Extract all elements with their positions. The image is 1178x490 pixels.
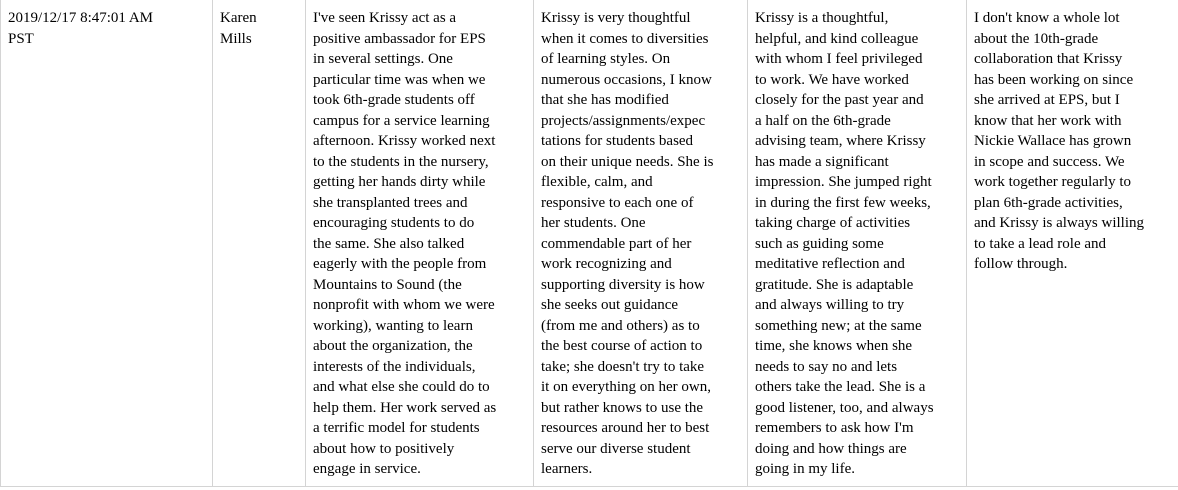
response-cell-colleague[interactable]: Krissy is a thoughtful, helpful, and kind colleague with whom I feel privileged to work. We have worked closely for the past year and a half on the 6th-grade advising team, where Krissy has made a significant impression. She jumped right in during the first few weeks, taking charge of activities such as guiding some meditative reflection and gratitude. She is adaptable and always willing to try something new; at the same time, she knows when she needs to say no and lets others take the lead. She is a good listener, too, and always remembers to ask how I'm doing and how things are going in my life. — [748, 0, 967, 486]
response-cell-ambassador[interactable]: I've seen Krissy act as a positive ambassador for EPS in several settings. One particular time was when we took 6th-grade students off campus for a service learning afternoon. Krissy worked next to the students in the nursery, getting her hands dirty while she transplanted trees and encouraging students to do the same. She also talked eagerly with the people from Mountains to Sound (the nonprofit with whom we were working), wanting to learn about the organization, the interests of the individuals, and what else she could do to help them. Her work served as a terrific model for students about how to positively engage in service. — [306, 0, 534, 486]
row-divider — [0, 486, 1178, 487]
timestamp-cell[interactable]: 2019/12/17 8:47:01 AM PST — [0, 0, 213, 486]
response-cell-collaboration[interactable]: I don't know a whole lot about the 10th-grade collaboration that Krissy has been working on since she arrived at EPS, but I know that her work with Nickie Wallace has grown in scope and success. We work together regularly to plan 6th-grade activities, and Krissy is always willing to take a lead role and follow through. — [974, 10, 1144, 272]
response-cell-diversity[interactable]: Krissy is very thoughtful when it comes to diversities of learning styles. On numerous occasions, I know that she has modified projects/assignments/expec tations for students based on their unique needs. She is flexible, calm, and responsive to each one of her students. One commendable part of her work recognizing and supporting diversity is how she seeks out guidance (from me and others) as to the best course of action to take; she doesn't try to take it on everything on her own, but rather knows to use the resources around her to best serve our diverse student learners. — [534, 0, 748, 486]
name-cell[interactable]: Karen Mills — [213, 0, 306, 486]
